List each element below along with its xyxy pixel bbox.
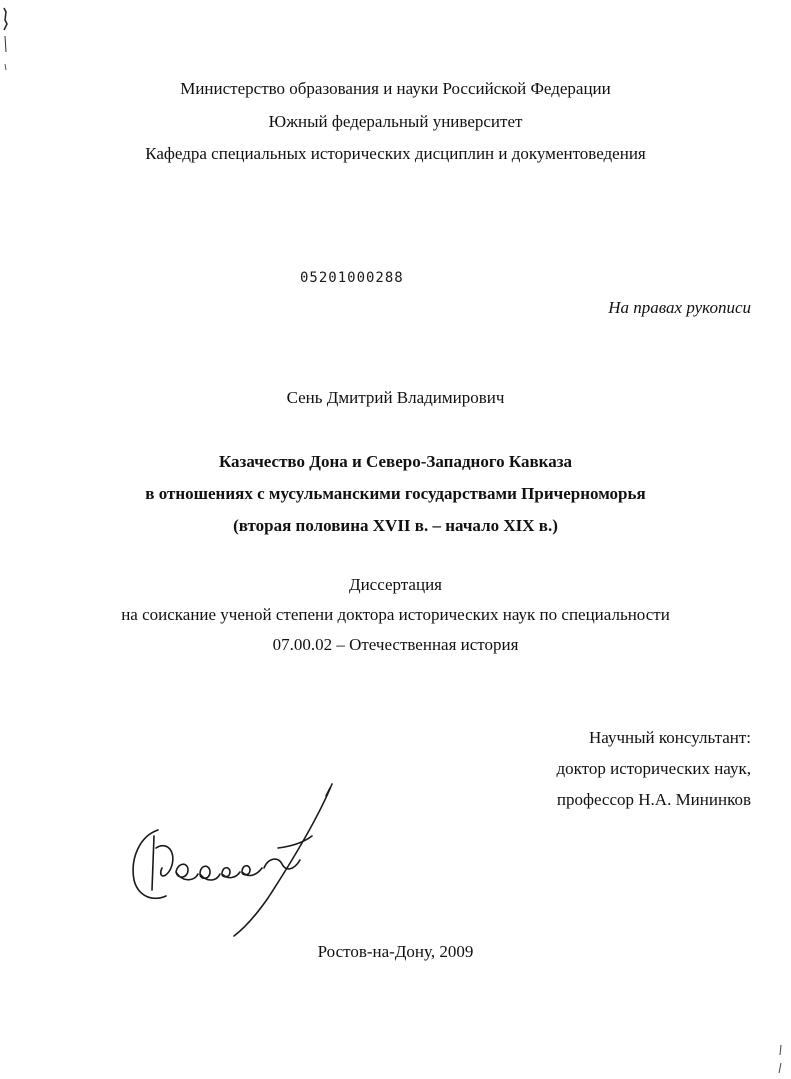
work-type: Диссертация [348,575,442,594]
registration-number: 05201000288 [300,270,404,286]
signature [118,778,358,938]
title-line-2: в отношениях с мусульманскими государствами Причерноморья [145,484,646,503]
university-heading: Южный федеральный университет [268,112,523,131]
department-heading: Кафедра специальных исторических дисциплин и документоведения [145,144,646,163]
consultant-name: профессор Н.А. Мининков [556,790,751,809]
ministry-heading: Министерство образования и науки Российской Федерации [180,79,611,98]
author-name: Сень Дмитрий Владимирович [286,388,505,407]
consultant-degree: доктор исторических наук, [556,759,751,778]
degree-description: на соискание ученой степени доктора исторических наук по специальности [121,605,670,624]
manuscript-note: На правах рукописи [608,298,751,317]
scan-edge-marks [0,0,20,80]
specialty: 07.00.02 – Отечественная история [272,635,519,654]
place-year: Ростов-на-Дону, 2009 [317,942,474,961]
consultant-label: Научный консультант: [589,728,751,747]
title-line-3: (вторая половина XVII в. – начало XIX в.) [233,516,558,535]
title-line-1: Казачество Дона и Северо-Западного Кавказа [218,452,573,471]
scan-corner-mark [771,1039,791,1079]
